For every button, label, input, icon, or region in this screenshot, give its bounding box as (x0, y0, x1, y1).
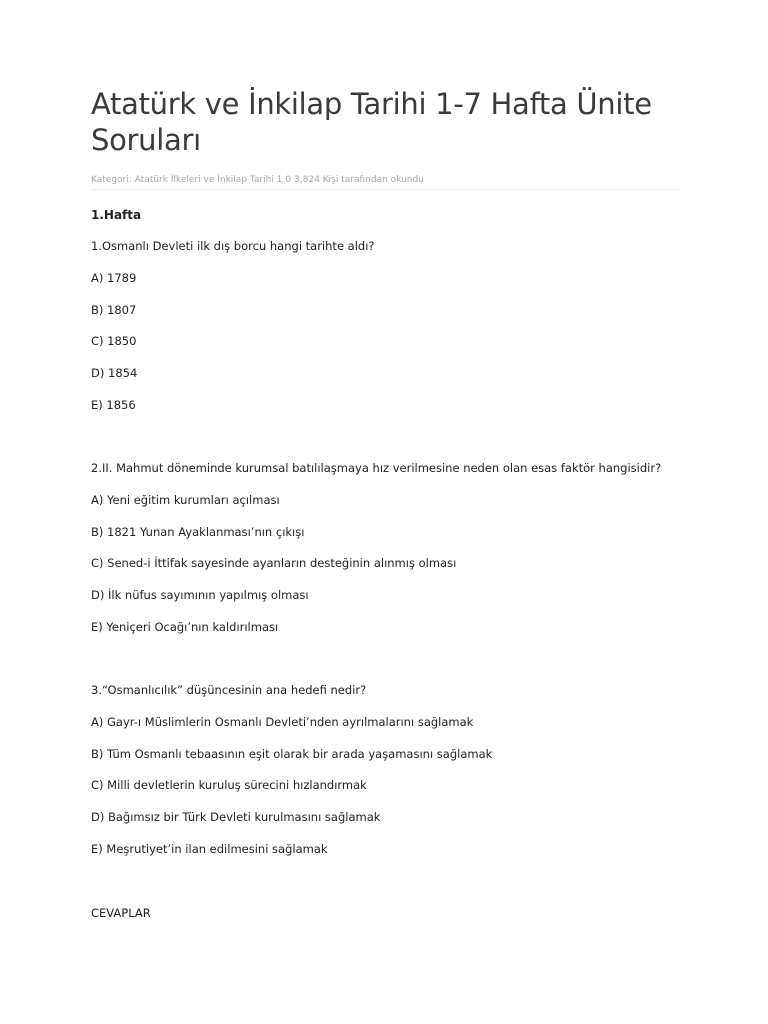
read-count: 3,824 Kişi tarafından okundu (294, 175, 424, 185)
question-text: 2.II. Mahmut döneminde kurumsal batılılaşmaya hız verilmesine neden olan esas faktör hangisidir? (91, 461, 662, 475)
answer-option: A) Yeni eğitim kurumları açılması (91, 493, 280, 507)
category-link[interactable]: Atatürk İlkeleri ve İnkilap Tarihi 1 (134, 175, 283, 185)
answer-option: C) 1850 (91, 334, 137, 348)
answer-option: B) Tüm Osmanlı tebaasının eşit olarak bir arada yaşamasını sağlamak (91, 747, 493, 761)
article-title: Atatürk ve İnkilap Tarihi 1-7 Hafta Ünite Soruları (91, 87, 652, 157)
answer-option: C) Sened-i İttifak sayesinde ayanların desteğinin alınmış olması (91, 556, 457, 570)
answer-option: E) Yeniçeri Ocağı’nın kaldırılması (91, 620, 279, 634)
question-text: 3.“Osmanlıcılık” düşüncesinin ana hedefi nedir? (91, 683, 367, 697)
answer-option: D) Bağımsız bir Türk Devleti kurulmasını sağlamak (91, 810, 381, 824)
answer-option: B) 1807 (91, 303, 137, 317)
category-label: Kategori: (91, 175, 132, 185)
answers-heading: CEVAPLAR (91, 906, 151, 920)
comment-count: 0 (285, 175, 292, 185)
answer-option: C) Milli devletlerin kuruluş sürecini hızlandırmak (91, 778, 367, 792)
article-meta (91, 173, 679, 190)
answer-option: E) 1856 (91, 398, 136, 412)
answer-option: A) Gayr-ı Müslimlerin Osmanlı Devleti’nden ayrılmalarını sağlamak (91, 715, 474, 729)
week-heading: 1.Hafta (91, 208, 142, 222)
question-text: 1.Osmanlı Devleti ilk dış borcu hangi tarihte aldı? (91, 239, 375, 253)
answer-option: B) 1821 Yunan Ayaklanması’nın çıkışı (91, 525, 305, 539)
answer-option: A) 1789 (91, 271, 137, 285)
answer-option: D) 1854 (91, 366, 138, 380)
answer-option: E) Meşrutiyet’in ilan edilmesini sağlamak (91, 842, 328, 856)
answer-option: D) İlk nüfus sayımının yapılmış olması (91, 588, 309, 602)
